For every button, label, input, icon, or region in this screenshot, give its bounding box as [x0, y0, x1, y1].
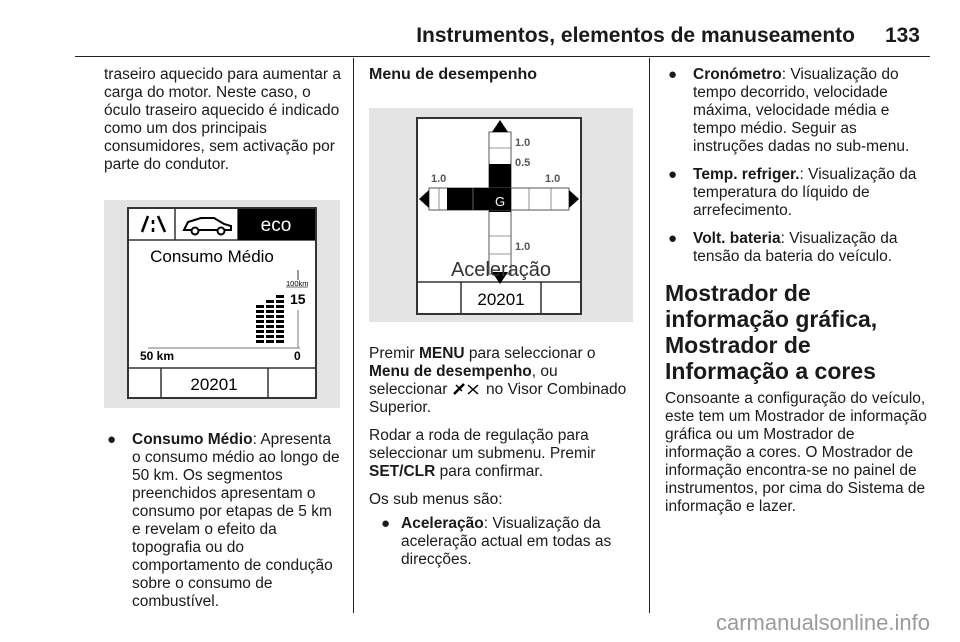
bottom-value: 1.0: [515, 241, 531, 253]
bullet-text: : Visualização da temperatura do líquido de arrefecimento.: [693, 166, 917, 219]
acceleration-display: [369, 108, 633, 322]
eco-tab-label: eco: [260, 215, 292, 236]
distance-label: 50 km: [140, 349, 175, 363]
display-caption: Aceleração: [450, 259, 552, 281]
unit-label: 100km: [286, 279, 309, 288]
text-run: Premir: [369, 345, 419, 362]
top-value-2: 0.5: [515, 157, 531, 169]
column-divider-2: [649, 58, 650, 613]
bullet-dot: ●: [107, 431, 117, 448]
bullet-term: Cronómetro: [693, 66, 782, 83]
text-run: Rodar a roda de regulação para seleccionar um submenu. Premir: [369, 427, 596, 462]
zero-label: 0: [294, 349, 301, 363]
bullet-dot: ●: [668, 166, 678, 183]
figure-code: 20201: [477, 290, 525, 309]
text-run: no Visor Combinado Superior.: [369, 381, 627, 416]
bullet-text: : Visualização da aceleração actual em todas as direcções.: [401, 515, 612, 568]
bullet-term: Aceleração: [401, 515, 484, 532]
display-title: Consumo Médio: [150, 247, 274, 266]
wrench-keys-icon: [452, 383, 482, 395]
top-value-1: 1.0: [515, 137, 531, 149]
bullet-dot: ●: [668, 230, 678, 247]
paragraph-menu: [369, 345, 639, 417]
section-heading: Menu de desempenho: [369, 66, 538, 83]
right-value: 1.0: [545, 173, 561, 185]
paragraph-submenu: [369, 427, 639, 481]
page-header: [0, 0, 960, 58]
page-number: 133: [884, 24, 920, 47]
setclr-key: SET/CLR: [369, 463, 436, 480]
left-value: 1.0: [431, 173, 447, 185]
text-run: , ou seleccionar: [369, 363, 558, 398]
bullet-dot: ●: [381, 515, 391, 532]
bullet-temp-refriger: [665, 166, 930, 220]
section-heading: Mostrador de informação gráfica, Mostrador de Informação a cores: [665, 280, 878, 384]
bullet-aceleracao: [371, 515, 639, 569]
text-run: para seleccionar o: [464, 345, 596, 362]
bullet-term: Temp. refriger.: [693, 166, 800, 183]
bullet-term: Volt. bateria: [693, 230, 781, 247]
column-divider-1: [353, 58, 354, 613]
g-label: G: [494, 194, 506, 209]
column-2: [369, 66, 639, 579]
bullet-text: : Visualização da tensão da bateria do veículo.: [693, 230, 898, 265]
bullet-consumo-medio: [104, 431, 342, 611]
info-display-paragraph: Consoante a configuração do veículo, este tem um Mostrador de informação gráfica ou um Mostrador de informação a cores. O Mostrador de informação encontra-se no painel de instrumentos, por cima do Sistema de informação e lazer.: [665, 390, 927, 515]
bullet-dot: ●: [668, 66, 678, 83]
column-3: [665, 66, 930, 526]
bullet-volt-bateria: [665, 230, 930, 266]
paragraph-submenus-intro: Os sub menus são:: [369, 491, 503, 508]
watermark: carmanualsonline.info: [715, 610, 930, 635]
header-rule: [75, 56, 930, 57]
top-value: 15: [290, 291, 306, 307]
figure-code: 20201: [190, 375, 238, 394]
intro-paragraph: traseiro aquecido para aumentar a carga do motor. Neste caso, o óculo traseiro aquecido é indicado como um dos principais consumidores, sem activação por parte do condutor.: [104, 66, 341, 173]
consumo-medio-display: [104, 200, 340, 408]
text-run: para confirmar.: [435, 463, 543, 480]
bullet-text: : Apresenta o consumo médio ao longo de 50 km. Os segmentos preenchidos apresentam o consumo por etapas de 5 km e revelam o efeito da topografia ou do comportamento de condução sobre o consumo de combustível.: [132, 431, 340, 610]
column-1: [104, 66, 342, 621]
bullet-text: : Visualização do tempo decorrido, velocidade máxima, velocidade média e tempo médio. Seguir as instruções dadas no sub-menu.: [693, 66, 910, 155]
bullet-cronometro: [665, 66, 930, 156]
page-title: Instrumentos, elementos de manuseamento: [416, 24, 855, 47]
bullet-term: Consumo Médio: [132, 431, 253, 448]
menu-term: Menu de desempenho: [369, 363, 532, 380]
menu-key: MENU: [418, 345, 465, 362]
